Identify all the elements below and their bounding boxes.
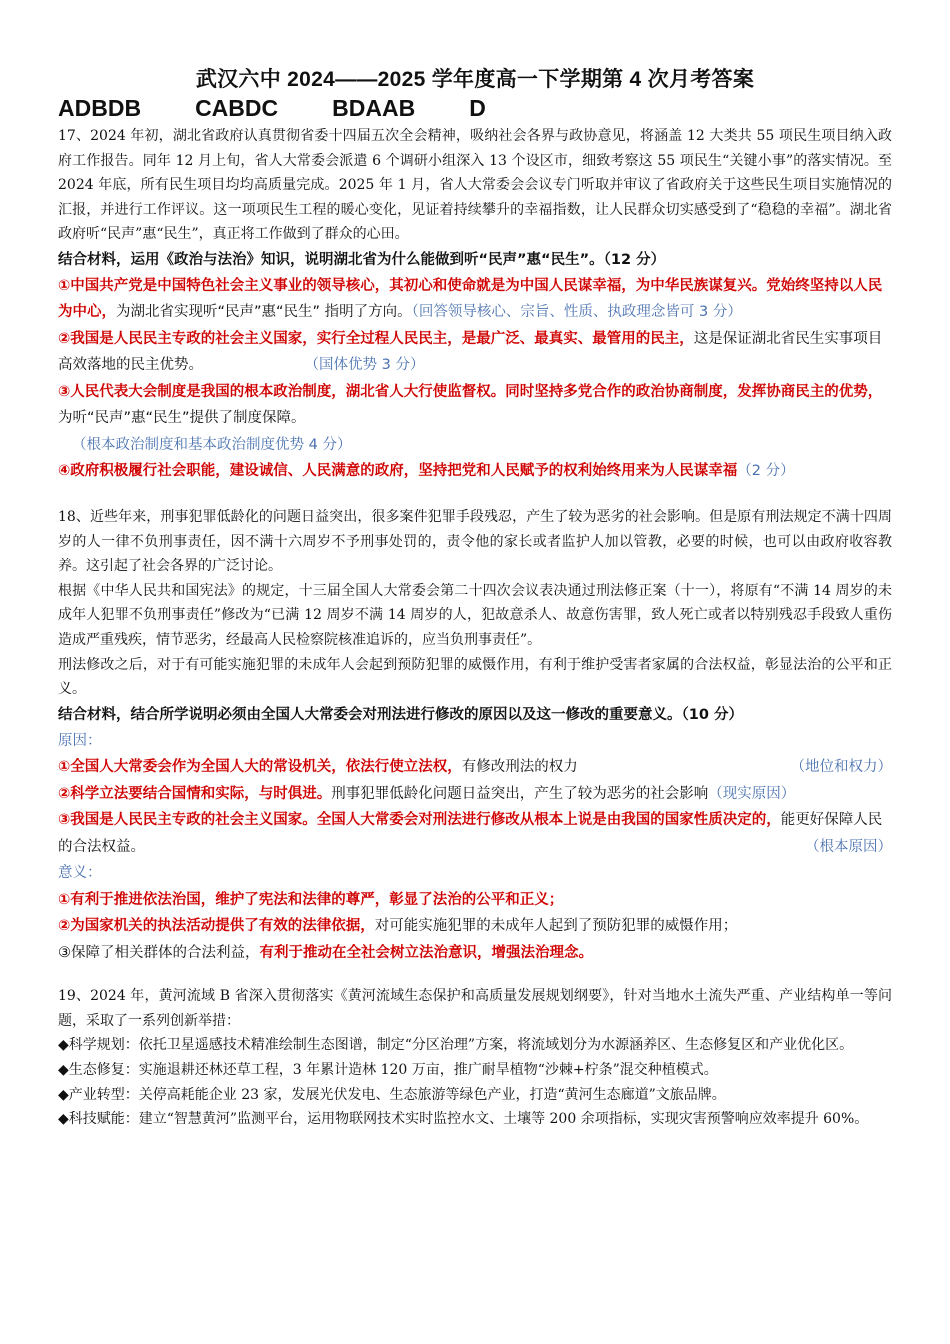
q17-a2-key: ②我国是人民民主专政的社会主义国家，实行全过程人民民主，是最广泛、最真实、最管用的民主， <box>58 330 694 347</box>
reason-label: 原因： <box>58 732 102 749</box>
q18-meaning-label <box>58 860 892 887</box>
question-18 <box>58 505 892 966</box>
q18-r1-key: ①全国人大常委会作为全国人大的常设机关，依法行使立法权， <box>58 759 462 776</box>
q18-r2-key: ②科学立法要结合国情和实际，与时俱进。 <box>58 785 332 802</box>
q19-bullet-technology: ◆科技赋能：建立“智慧黄河”监测平台，运用物联网技术实时监控水文、土壤等 200 余项指标，实现灾害预警响应效率提升 60%。 <box>58 1111 869 1128</box>
q18-reason-1 <box>58 754 892 781</box>
q17-a3-note: （根本政治制度和基本政治制度优势 4 分） <box>72 436 352 453</box>
q17-a4-key: ④政府积极履行社会职能，建设诚信、人民满意的政府，坚持把党和人民赋予的权利始终用来为人民谋幸福 <box>58 463 738 480</box>
q18-m1-key: ①有利于推进依法治国，维护了宪法和法律的尊严，彰显了法治的公平和正义； <box>58 891 564 908</box>
q18-meaning-1 <box>58 887 892 914</box>
q18-r3-text: 能更好保障人民的合法权益。 <box>58 812 883 855</box>
q17-answer-3-note-line <box>58 432 892 459</box>
q18-question: 结合材料，结合所学说明必须由全国人大常委会对刑法进行修改的原因以及这一修改的重要意义。（10 分） <box>58 706 743 723</box>
q19-intro: 19、2024 年，黄河流域 B 省深入贯彻落实《黄河流域生态保护和高质量发展规划纲要》，针对当地水土流失严重、产业结构单一等问题，采取了一系列创新举措： <box>58 988 892 1029</box>
answer-group-1: ADBDB <box>58 95 142 121</box>
q18-m2-text: 对可能实施犯罪的未成年人起到了预防犯罪的威慑作用； <box>374 918 738 935</box>
q18-r2-note: （现实原因） <box>708 785 796 802</box>
q18-material-1: 18、近些年来，刑事犯罪低龄化的问题日益突出，很多案件犯罪手段残忍，产生了较为恶劣的社会影响。但是原有刑法规定不满十四周岁的人一律不负刑事责任，因不满十六周岁不予刑事处罚的，责令他的家长或者监护人加以管教，必要的时候，也可以由政府收容教养。这引起了社会各界的广泛讨论。 <box>58 508 892 575</box>
q18-reason-label <box>58 728 892 755</box>
question-17 <box>58 124 892 485</box>
q18-r2-text: 刑事犯罪低龄化问题日益突出，产生了较为恶劣的社会影响 <box>331 785 709 802</box>
q17-a3-key: ③人民代表大会制度是我国的根本政治制度，湖北省人大行使监督权。同时坚持多党合作的政治协商制度，发挥协商民主的优势， <box>58 383 883 400</box>
q17-answer-3 <box>58 379 892 432</box>
q17-answer-4 <box>58 458 892 485</box>
q18-r1-note: （地位和权力） <box>790 759 892 776</box>
q17-a2-text: 这是保证湖北省民生实事项目高效落地的民主优势。 <box>58 330 883 374</box>
q18-r1-text: 有修改刑法的权力 <box>461 759 578 776</box>
answer-group-4: D <box>469 95 486 121</box>
q18-r3-key: ③我国是人民民主专政的社会主义国家。全国人大常委会对刑法进行修改从根本上说是由我国的国家性质决定的， <box>58 812 781 829</box>
q19-bullet-planning: ◆科学规划：依托卫星遥感技术精准绘制生态图谱，制定“分区治理”方案，将流域划分为水源涵养区、生态修复区和产业优化区。 <box>58 1037 854 1054</box>
q17-a3-text: 为听“民声”惠“民生”提供了制度保障。 <box>58 410 306 427</box>
q18-material-3: 刑法修改之后，对于有可能实施犯罪的未成年人会起到预防犯罪的威慑作用，有利于维护受害者家属的合法权益，彰显法治的公平和正义。 <box>58 656 892 698</box>
q17-a2-note: （国体优势 3 分） <box>304 357 425 374</box>
q17-question: 结合材料，运用《政治与法治》知识，说明湖北省为什么能做到听“民声”惠“民生”。（12 分） <box>58 251 666 268</box>
q18-meaning-2 <box>58 913 892 940</box>
q19-bullet-restoration: ◆生态修复：实施退耕还林还草工程，3 年累计造林 120 万亩，推广耐旱植物“沙棘+柠条”混交种植模式。 <box>58 1062 718 1078</box>
q17-a1-text: 为湖北省实现听“民声”惠“民生” 指明了方向。 <box>116 304 412 321</box>
answer-group-2: CABDC <box>195 95 279 121</box>
q18-reason-2 <box>58 781 892 808</box>
q18-m3-key: 有利于推动在全社会树立法治意识，增强法治理念。 <box>259 944 593 961</box>
q18-reason-3 <box>58 807 892 860</box>
q17-answer-1 <box>58 273 892 326</box>
q18-r3-note: （根本原因） <box>805 838 892 855</box>
q18-material-2: 根据《中华人民共和国宪法》的规定，十三届全国人大常委会第二十四次会议表决通过刑法修正案（十一），将原有“不满 14 周岁的未成年人犯罪不负刑事责任”修改为“已满 12 周岁不满 14 周岁的人，犯故意杀人、故意伤害罪，致人死亡或者以特别残忍手段致人重伤造成严重残疾，情节恶劣，经最高人民检察院核准追诉的，应当负刑事责任”。 <box>58 582 892 648</box>
q17-a1-note: （回答领导核心、宗旨、性质、执政理念皆可 3 分） <box>411 304 742 321</box>
q19-bullet-industry: ◆产业转型：关停高耗能企业 23 家，发展光伏发电、生态旅游等绿色产业，打造“黄河生态廊道”文旅品牌。 <box>58 1086 726 1103</box>
q17-a4-note: （2 分） <box>737 463 795 480</box>
q18-m2-key: ②为国家机关的执法活动提供了有效的法律依据， <box>58 918 375 935</box>
q18-m3-text: ③保障了相关群体的合法利益， <box>58 944 260 961</box>
meaning-label: 意义： <box>58 865 102 882</box>
multiple-choice-answers <box>58 94 892 122</box>
question-19 <box>58 984 892 1132</box>
page-title: 武汉六中 2024——2025 学年度高一下学期第 4 次月考答案 <box>195 68 755 91</box>
answer-group-3: BDAAB <box>332 95 416 121</box>
q18-meaning-3 <box>58 940 892 967</box>
q17-a1-key: ①中国共产党是中国特色社会主义事业的领导核心，其初心和使命就是为中国人民谋幸福，为中华民族谋复兴。党始终坚持以人民为中心， <box>58 277 883 321</box>
q17-answer-2 <box>58 326 892 379</box>
q17-material: 17、2024 年初，湖北省政府认真贯彻省委十四届五次全会精神，吸纳社会各界与政协意见，将涵盖 12 大类共 55 项民生项目纳入政府工作报告。同年 12 月上旬，省人大常委会派遣 6 个调研小组深入 13 个设区市，细致考察这 55 项民生“关键小事”的落实情况。至 2024 年底，所有民生项目均均高质量完成。2025 年 1 月，省人大常委会会议专门听取并审议了省政府关于这些民生项目实施情况的汇报，并进行工作评议。这一项项民生工程的暖心变化，见证着持续攀升的幸福指数，让人民群众切实感受到了“稳稳的幸福”。湖北省政府听“民声”惠“民生”，真正将工作做到了群众的心田。 <box>58 128 892 243</box>
